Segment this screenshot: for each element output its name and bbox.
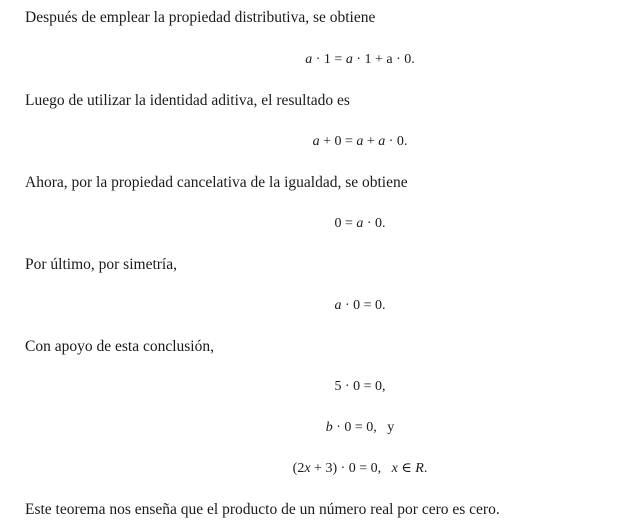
math-variable: x — [391, 461, 398, 476]
paragraph-identidad-aditiva: Luego de utilizar la identidad aditiva, el resultado es — [25, 92, 350, 109]
math-expression: · 0 = 0. — [341, 298, 386, 313]
equation-6 — [0, 418, 622, 438]
math-expression: (2 — [292, 461, 305, 476]
math-expression: + 0 = — [319, 134, 357, 149]
math-expression: · 1 = — [312, 52, 346, 67]
math-expression: + — [363, 134, 379, 149]
math-expression: . — [423, 461, 428, 476]
paragraph-conclusion: Con apoyo de esta conclusión, — [25, 338, 214, 355]
math-expression: · 1 + a · 0. — [352, 52, 415, 67]
paragraph-cancelativa: Ahora, por la propiedad cancelativa de la igualdad, se obtiene — [25, 174, 408, 191]
math-expression: · 0 = 0, y — [332, 420, 395, 435]
math-variable: a — [334, 298, 342, 313]
paragraph-simetria: Por último, por simetría, — [25, 256, 177, 273]
math-variable: R — [415, 461, 424, 476]
math-variable: x — [304, 461, 311, 476]
math-expression: ∈ — [397, 461, 416, 476]
equation-7 — [0, 459, 622, 479]
math-expression: 5 · 0 = 0, — [334, 379, 386, 394]
equation-2 — [0, 132, 622, 152]
math-variable: b — [325, 420, 333, 435]
equation-4 — [0, 296, 622, 316]
math-variable: a — [356, 216, 364, 231]
paragraph-distributiva: Después de emplear la propiedad distributiva, se obtiene — [25, 9, 376, 26]
paragraph-teorema: Este teorema nos enseña que el producto de un número real por cero es cero. — [25, 501, 500, 518]
equation-5 — [0, 377, 622, 397]
equation-3 — [0, 214, 622, 234]
math-variable: a — [378, 134, 386, 149]
math-expression: 0 = — [334, 216, 357, 231]
math-variable: a — [345, 52, 353, 67]
equation-1 — [0, 50, 622, 70]
math-expression: · 0. — [363, 216, 386, 231]
math-variable: a — [356, 134, 364, 149]
math-expression: · 0. — [385, 134, 408, 149]
math-expression: + 3) · 0 = 0, — [310, 461, 392, 476]
math-variable: a — [305, 52, 313, 67]
math-variable: a — [312, 134, 320, 149]
